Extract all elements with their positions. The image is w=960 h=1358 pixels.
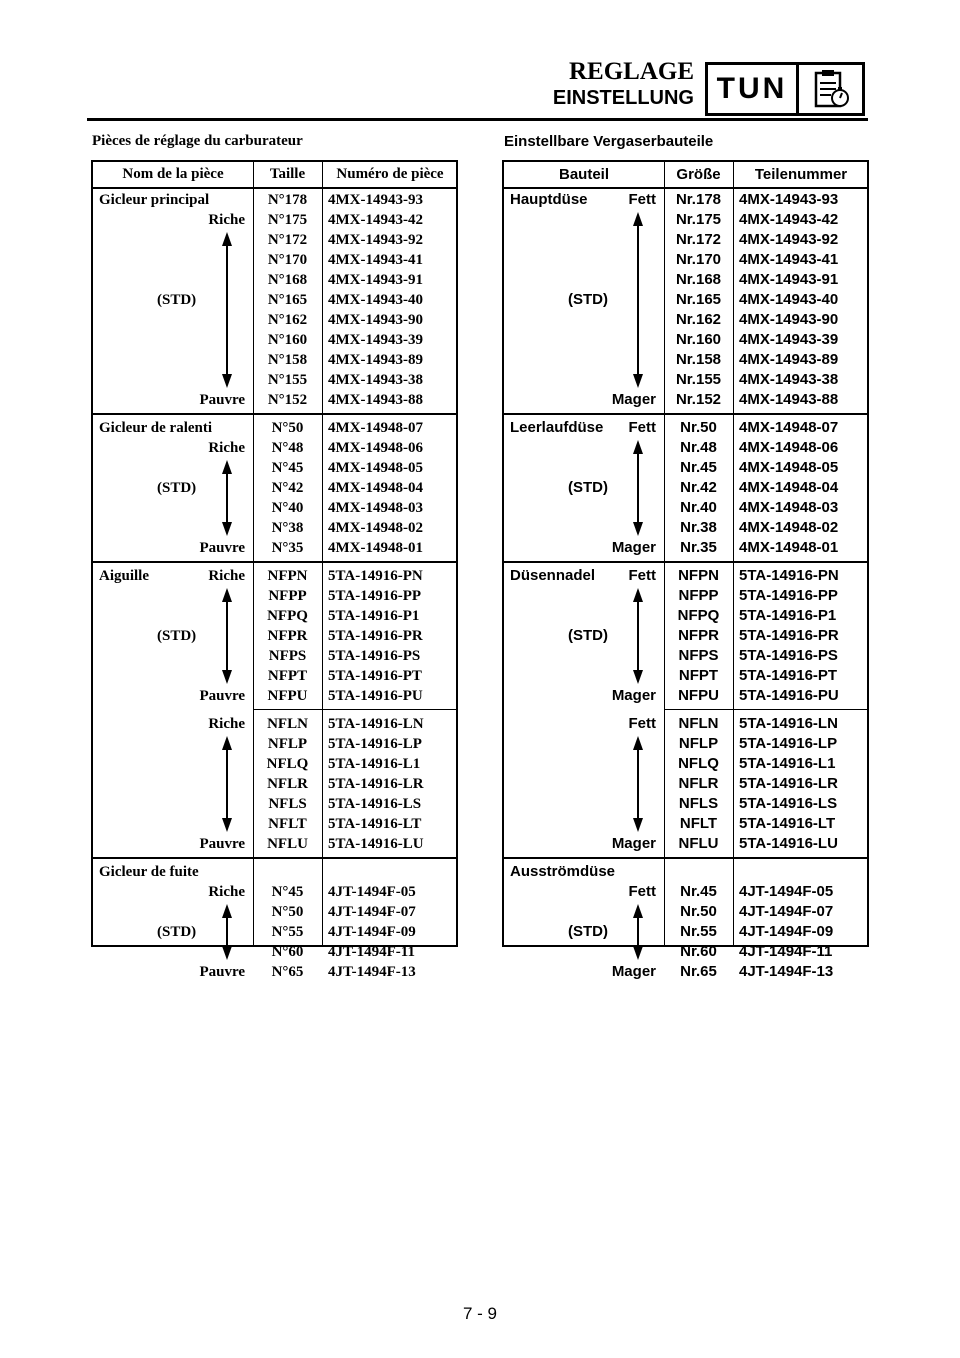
- needle-part-number: 5TA-14916-LP: [739, 735, 838, 752]
- main-jet-size: N°178: [267, 192, 308, 208]
- pilot-jet-part-number: 4MX-14948-02: [328, 520, 423, 536]
- section-title-fr: Pièces de réglage du carburateur: [92, 133, 303, 149]
- rich-label: Riche: [208, 212, 245, 228]
- rich-label: Riche: [208, 568, 245, 584]
- needle-size: NFPT: [267, 668, 308, 684]
- pilot-jet-size: N°50: [271, 420, 304, 436]
- lean-label: Mager: [611, 391, 656, 408]
- main-jet-size: Nr.160: [675, 331, 722, 348]
- needle-size: NFLS: [268, 796, 307, 812]
- main-jet-part-number: 4MX-14943-42: [328, 212, 423, 228]
- part-name-main-jet: Hauptdüse: [510, 191, 588, 208]
- main-jet-size: N°158: [267, 352, 308, 368]
- lean-label: Pauvre: [199, 964, 245, 980]
- main-jet-size: Nr.170: [675, 251, 722, 268]
- main-jet-size: Nr.165: [675, 291, 722, 308]
- pilot-jet-size: N°40: [271, 500, 304, 516]
- needle-part-number: 5TA-14916-PS: [328, 648, 421, 664]
- pilot-jet-part-number: 4MX-14948-06: [739, 439, 839, 456]
- std-label: (STD): [157, 628, 197, 644]
- rich-lean-arrow-icon: [631, 588, 645, 684]
- main-jet-size: N°160: [267, 332, 308, 348]
- needle-size: NFPR: [267, 628, 308, 644]
- needle-size: NFLS: [678, 795, 719, 812]
- main-jet-part-number: 4MX-14943-91: [739, 271, 839, 288]
- needle-size: NFLQ: [266, 756, 309, 772]
- column-header-name: Bauteil: [558, 166, 609, 183]
- page-number: 7 - 9: [462, 1304, 498, 1323]
- needle-size: NFPQ: [267, 608, 308, 624]
- needle-size: NFPS: [678, 647, 719, 664]
- leak-jet-part-number: 4JT-1494F-07: [739, 903, 834, 920]
- needle-size: NFPQ: [677, 607, 720, 624]
- rich-label: Riche: [208, 884, 245, 900]
- pilot-jet-part-number: 4MX-14948-03: [739, 499, 839, 516]
- rich-label: Fett: [628, 567, 656, 584]
- part-name-main-jet: Gicleur principal: [99, 192, 210, 208]
- main-jet-part-number: 4MX-14943-93: [328, 192, 423, 208]
- rich-label: Riche: [208, 716, 245, 732]
- clipboard-stopwatch-icon: [799, 65, 862, 113]
- rich-lean-arrow-icon: [631, 736, 645, 832]
- leak-jet-size: Nr.55: [680, 923, 717, 940]
- column-header-part-number: Teilenummer: [754, 166, 848, 183]
- column-header-part-number: Numéro de pièce: [336, 166, 444, 182]
- part-name-leak-jet: Gicleur de fuite: [99, 864, 199, 880]
- leak-jet-part-number: 4JT-1494F-11: [328, 944, 415, 960]
- pilot-jet-size: N°48: [271, 440, 304, 456]
- pilot-jet-part-number: 4MX-14948-01: [739, 539, 839, 556]
- main-jet-size: N°165: [267, 292, 308, 308]
- leak-jet-part-number: 4JT-1494F-05: [739, 883, 834, 900]
- main-jet-size: Nr.172: [675, 231, 722, 248]
- pilot-jet-size: Nr.35: [680, 539, 717, 556]
- leak-jet-part-number: 4JT-1494F-09: [328, 924, 416, 940]
- part-name-needle: Aiguille: [99, 568, 150, 584]
- main-jet-part-number: 4MX-14943-88: [328, 392, 423, 408]
- pilot-jet-size: N°45: [271, 460, 304, 476]
- main-jet-size: Nr.178: [675, 191, 722, 208]
- leak-jet-size: N°65: [271, 964, 304, 980]
- leak-jet-part-number: 4JT-1494F-13: [328, 964, 416, 980]
- leak-jet-part-number: 4JT-1494F-07: [328, 904, 416, 920]
- needle-part-number: 5TA-14916-PP: [328, 588, 422, 604]
- leak-jet-part-number: 4JT-1494F-13: [739, 963, 834, 980]
- section-badge: [705, 62, 865, 116]
- section-code: TUN: [708, 65, 799, 113]
- section-rule: [504, 413, 867, 415]
- pilot-jet-size: Nr.42: [680, 479, 717, 496]
- pilot-jet-part-number: 4MX-14948-04: [328, 480, 423, 496]
- needle-part-number: 5TA-14916-PN: [739, 567, 839, 584]
- main-jet-size: Nr.175: [675, 211, 722, 228]
- main-jet-part-number: 4MX-14943-90: [739, 311, 839, 328]
- main-jet-part-number: 4MX-14943-89: [739, 351, 839, 368]
- lean-label: Pauvre: [199, 688, 245, 704]
- pilot-jet-size: Nr.45: [680, 459, 717, 476]
- main-jet-part-number: 4MX-14943-39: [739, 331, 839, 348]
- part-name-pilot-jet: Leerlaufdüse: [510, 419, 604, 436]
- main-jet-size: N°168: [267, 272, 308, 288]
- std-label: (STD): [568, 627, 608, 644]
- header-rule: [93, 187, 456, 189]
- needle-size: NFLT: [268, 816, 307, 832]
- leak-jet-size: N°60: [271, 944, 304, 960]
- needle-size: NFPU: [678, 687, 719, 704]
- needle-part-number: 5TA-14916-PS: [739, 647, 838, 664]
- lean-label: Mager: [611, 687, 656, 704]
- pilot-jet-size: Nr.48: [680, 439, 717, 456]
- main-jet-size: N°162: [267, 312, 308, 328]
- main-jet-size: Nr.152: [675, 391, 722, 408]
- main-jet-size: Nr.168: [675, 271, 722, 288]
- parts-table-de: [502, 160, 869, 980]
- std-label: (STD): [568, 291, 608, 308]
- column-header-size: Taille: [269, 166, 306, 182]
- main-jet-part-number: 4MX-14943-89: [328, 352, 423, 368]
- rich-label: Fett: [628, 715, 656, 732]
- lean-label: Pauvre: [199, 540, 245, 556]
- lean-label: Mager: [611, 539, 656, 556]
- leak-jet-size: N°45: [271, 884, 304, 900]
- needle-part-number: 5TA-14916-LU: [328, 836, 424, 852]
- group-rule: [664, 709, 867, 710]
- std-label: (STD): [157, 480, 197, 496]
- needle-size: NFLP: [678, 735, 719, 752]
- main-jet-part-number: 4MX-14943-41: [328, 252, 423, 268]
- rich-lean-arrow-icon: [631, 904, 645, 960]
- needle-part-number: 5TA-14916-LT: [739, 815, 836, 832]
- leak-jet-part-number: 4JT-1494F-11: [739, 943, 833, 960]
- lean-label: Mager: [611, 963, 656, 980]
- needle-size: NFPS: [268, 648, 307, 664]
- part-name-needle: Düsennadel: [510, 567, 596, 584]
- needle-size: NFLN: [267, 716, 308, 732]
- section-rule: [504, 857, 867, 859]
- pilot-jet-size: N°42: [271, 480, 304, 496]
- needle-size: NFLR: [267, 776, 308, 792]
- leak-jet-part-number: 4JT-1494F-09: [739, 923, 834, 940]
- needle-part-number: 5TA-14916-PR: [739, 627, 839, 644]
- std-label: (STD): [568, 923, 608, 940]
- header-title-fr: REGLAGE: [568, 58, 694, 85]
- main-jet-part-number: 4MX-14943-38: [328, 372, 423, 388]
- needle-size: NFPR: [678, 627, 719, 644]
- needle-part-number: 5TA-14916-PT: [739, 667, 838, 684]
- rich-lean-arrow-icon: [220, 588, 234, 684]
- pilot-jet-part-number: 4MX-14948-07: [328, 420, 423, 436]
- needle-part-number: 5TA-14916-LU: [739, 835, 838, 852]
- column-header-name: Nom de la pièce: [122, 166, 224, 182]
- needle-part-number: 5TA-14916-P1: [739, 607, 837, 624]
- main-jet-part-number: 4MX-14943-92: [328, 232, 423, 248]
- needle-part-number: 5TA-14916-LR: [739, 775, 838, 792]
- pilot-jet-part-number: 4MX-14948-02: [739, 519, 839, 536]
- needle-size: NFLQ: [678, 755, 719, 772]
- needle-size: NFLT: [679, 815, 718, 832]
- needle-part-number: 5TA-14916-L1: [328, 756, 421, 772]
- pilot-jet-part-number: 4MX-14948-03: [328, 500, 423, 516]
- rich-label: Fett: [628, 419, 656, 436]
- main-jet-part-number: 4MX-14943-40: [739, 291, 839, 308]
- lean-label: Mager: [611, 835, 656, 852]
- pilot-jet-size: Nr.50: [680, 419, 717, 436]
- needle-part-number: 5TA-14916-PT: [328, 668, 422, 684]
- needle-part-number: 5TA-14916-LN: [328, 716, 424, 732]
- part-name-leak-jet: Ausströmdüse: [510, 863, 616, 880]
- needle-size: NFPP: [268, 588, 307, 604]
- pilot-jet-part-number: 4MX-14948-01: [328, 540, 423, 556]
- main-jet-size: N°175: [267, 212, 308, 228]
- leak-jet-size: Nr.65: [680, 963, 717, 980]
- section-rule: [93, 561, 456, 563]
- main-jet-size: Nr.155: [675, 371, 722, 388]
- needle-size: NFLP: [267, 736, 308, 752]
- std-label: (STD): [568, 479, 608, 496]
- main-jet-size: N°155: [267, 372, 308, 388]
- needle-part-number: 5TA-14916-LP: [328, 736, 422, 752]
- needle-size: NFLU: [267, 836, 308, 852]
- pilot-jet-part-number: 4MX-14948-05: [739, 459, 839, 476]
- pilot-jet-size: N°38: [271, 520, 304, 536]
- main-jet-part-number: 4MX-14943-42: [739, 211, 839, 228]
- needle-size: NFPU: [267, 688, 308, 704]
- main-jet-part-number: 4MX-14943-88: [739, 391, 839, 408]
- main-jet-size: N°152: [267, 392, 308, 408]
- pilot-jet-size: N°35: [271, 540, 304, 556]
- leak-jet-size: N°50: [271, 904, 304, 920]
- needle-part-number: 5TA-14916-PR: [328, 628, 423, 644]
- main-jet-size: Nr.162: [675, 311, 722, 328]
- main-jet-size: N°172: [267, 232, 308, 248]
- leak-jet-size: Nr.60: [680, 943, 717, 960]
- rich-label: Riche: [208, 440, 245, 456]
- leak-jet-size: Nr.45: [680, 883, 717, 900]
- needle-size: NFLU: [678, 835, 719, 852]
- needle-size: NFPN: [678, 567, 719, 584]
- section-rule: [93, 413, 456, 415]
- needle-part-number: 5TA-14916-LS: [739, 795, 838, 812]
- pilot-jet-part-number: 4MX-14948-04: [739, 479, 839, 496]
- pilot-jet-size: Nr.40: [680, 499, 717, 516]
- rich-lean-arrow-icon: [631, 212, 645, 388]
- main-jet-part-number: 4MX-14943-92: [739, 231, 839, 248]
- main-jet-part-number: 4MX-14943-40: [328, 292, 423, 308]
- header-title-de: EINSTELLUNG: [552, 87, 694, 109]
- needle-part-number: 5TA-14916-LR: [328, 776, 424, 792]
- rich-lean-arrow-icon: [220, 904, 234, 960]
- needle-part-number: 5TA-14916-LT: [328, 816, 422, 832]
- main-jet-part-number: 4MX-14943-93: [739, 191, 839, 208]
- column-divider: [322, 162, 323, 945]
- rich-lean-arrow-icon: [220, 232, 234, 388]
- leak-jet-part-number: 4JT-1494F-05: [328, 884, 416, 900]
- rich-label: Fett: [628, 883, 656, 900]
- needle-size: NFPT: [678, 667, 719, 684]
- part-name-pilot-jet: Gicleur de ralenti: [99, 420, 213, 436]
- parts-table-fr: [91, 160, 458, 980]
- rich-lean-arrow-icon: [220, 736, 234, 832]
- main-jet-size: N°170: [267, 252, 308, 268]
- section-rule: [93, 857, 456, 859]
- needle-part-number: 5TA-14916-LS: [328, 796, 422, 812]
- section-title-de: Einstellbare Vergaserbauteile: [504, 133, 714, 150]
- header-rule: [504, 187, 867, 189]
- needle-size: NFPN: [267, 568, 308, 584]
- lean-label: Pauvre: [199, 392, 245, 408]
- column-header-size: Größe: [676, 166, 721, 183]
- needle-part-number: 5TA-14916-PU: [328, 688, 423, 704]
- std-label: (STD): [157, 924, 197, 940]
- leak-jet-size: Nr.50: [680, 903, 717, 920]
- main-jet-part-number: 4MX-14943-38: [739, 371, 839, 388]
- pilot-jet-part-number: 4MX-14948-06: [328, 440, 423, 456]
- column-divider: [733, 162, 734, 945]
- main-jet-part-number: 4MX-14943-41: [739, 251, 839, 268]
- group-rule: [253, 709, 456, 710]
- needle-part-number: 5TA-14916-PP: [739, 587, 838, 604]
- rich-label: Fett: [628, 191, 656, 208]
- lean-label: Pauvre: [199, 836, 245, 852]
- std-label: (STD): [157, 292, 197, 308]
- main-jet-part-number: 4MX-14943-39: [328, 332, 423, 348]
- needle-size: NFPP: [678, 587, 719, 604]
- rich-lean-arrow-icon: [220, 460, 234, 536]
- header-rule: [87, 118, 868, 121]
- needle-size: NFLN: [678, 715, 719, 732]
- needle-part-number: 5TA-14916-PN: [328, 568, 423, 584]
- pilot-jet-size: Nr.38: [680, 519, 717, 536]
- pilot-jet-part-number: 4MX-14948-07: [739, 419, 839, 436]
- needle-part-number: 5TA-14916-PU: [739, 687, 839, 704]
- pilot-jet-part-number: 4MX-14948-05: [328, 460, 423, 476]
- needle-part-number: 5TA-14916-P1: [328, 608, 420, 624]
- main-jet-part-number: 4MX-14943-91: [328, 272, 423, 288]
- needle-part-number: 5TA-14916-LN: [739, 715, 838, 732]
- main-jet-size: Nr.158: [675, 351, 722, 368]
- main-jet-part-number: 4MX-14943-90: [328, 312, 423, 328]
- section-rule: [504, 561, 867, 563]
- leak-jet-size: N°55: [271, 924, 304, 940]
- needle-part-number: 5TA-14916-L1: [739, 755, 836, 772]
- rich-lean-arrow-icon: [631, 440, 645, 536]
- needle-size: NFLR: [678, 775, 719, 792]
